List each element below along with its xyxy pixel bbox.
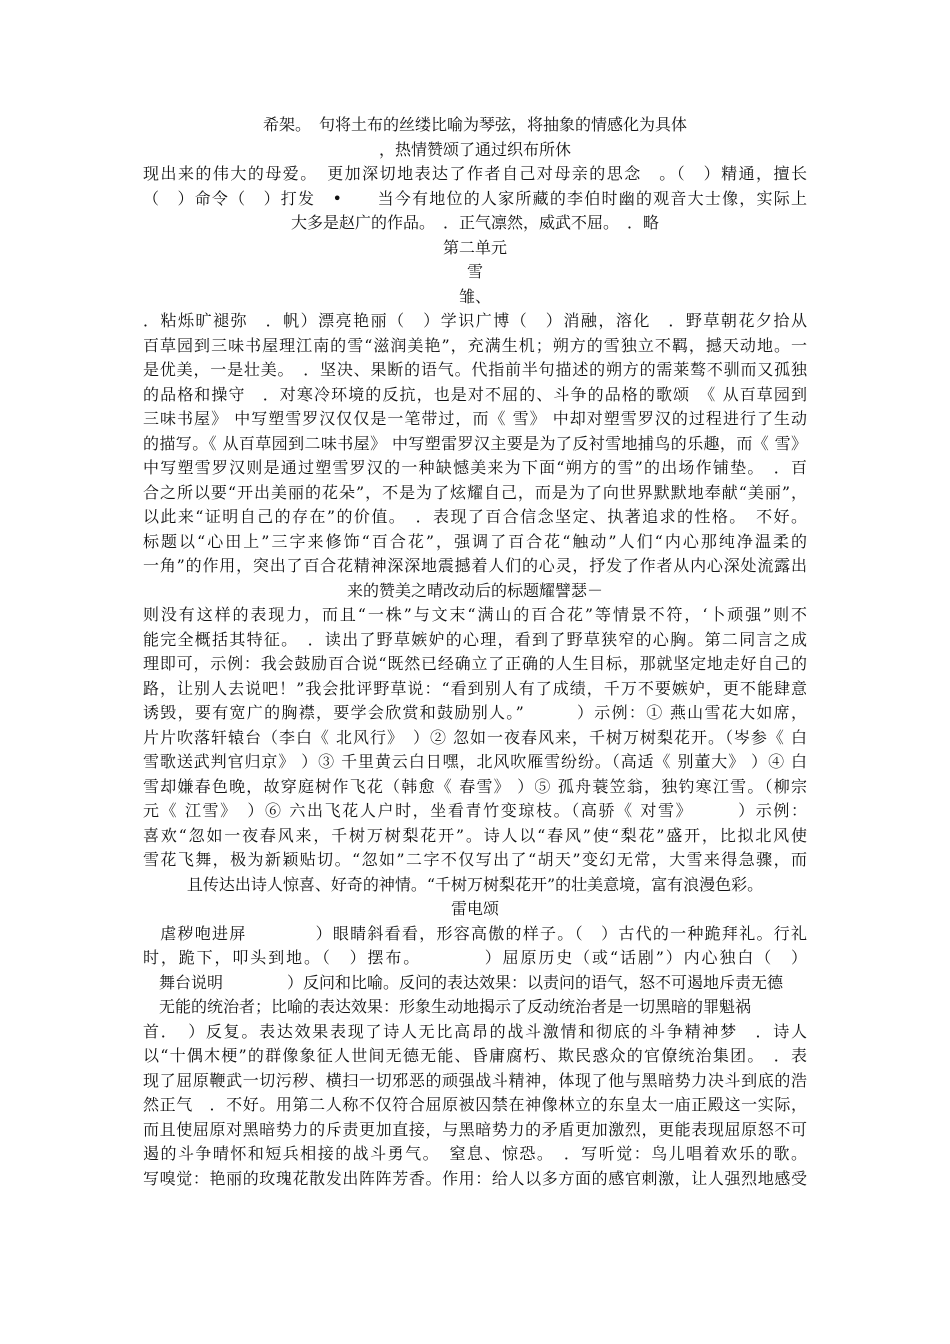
text-line: 一角”的作用，突出了百合花精神深深地震撼着人们的心灵，抒发了作者从内心深处流露出 xyxy=(143,556,807,575)
text-line: 能完全概括其特征。 ．读出了野草嫉妒的心理，看到了野草狭窄的心胸。第二同言之成 xyxy=(143,629,807,649)
text-line: 中写塑雪罗汉则是通过塑雪罗汉的一种缺憾美来为下面“朔方的雪”的出场作铺垫。 ．百 xyxy=(143,458,807,477)
text-line: 的描写。《 从百草园到二味书屋》 中写塑雷罗汉主要是为了反衬雪地捕鸟的乐趣，而《 雪》 xyxy=(143,433,807,453)
text-line: 雪却嫌春色晚，故穿庭树作飞花（韩愈《 春雪》 ）⑤ 孤舟蓑笠翁，独钓寒江雪。（柳宗 xyxy=(143,776,807,796)
text-line: 元《 江雪》 ）⑥ 六出飞花人户时，坐看青竹变琼枝。（高骄《 对雪》 ）示例： xyxy=(143,801,807,820)
text-line: 诱毁，要有宽广的胸襟，要学会欣赏和鼓励别人。” ）示例：① 燕山雪花大如席， xyxy=(143,703,807,722)
text-line: 雪花飞舞，极为新颖贴切。“忽如”二字不仅写出了“胡天”变幻无常，大雪来得急骤，而 xyxy=(143,850,807,869)
text-line: 遏的斗争晴怀和短兵相接的战斗勇气。 窒息、惊恐。 ．写听觉：鸟儿唱着欢乐的歌。 xyxy=(143,1144,807,1163)
text-line: 舞台说明 ）反问和比喻。反问的表达效果：以责问的语气，怒不可遏地斥责无德 xyxy=(143,972,784,992)
text-line: 理即可，示例：我会鼓励百合说“既然已经确立了正确的人生目标，那就坚定地走好自己的 xyxy=(143,654,807,673)
text-line: ，热情赞颂了通过织布所休 xyxy=(378,139,571,159)
text-line: 路，让别人去说吧！”我会批评野草说：“看到别人有了成绩，千万不要嫉妒，更不能肆意 xyxy=(143,678,807,698)
text-line: ．粘烁旷褪弥 ．帆）漂亮艳丽（ ）学识广博（ ）消融，溶化 ．野草朝花夕拾从 xyxy=(143,311,807,330)
text-line: 雪歌送武判官归京》 ）③ 千里黄云白日嘿，北风吹雁雪纷纷。（高适《 别董大》 ）④ 白 xyxy=(143,752,807,771)
text-line: 然正气 ．不好。用第二人称不仅符合屈原被囚禁在神像林立的东皇太一庙正殿这一实际， xyxy=(143,1095,807,1114)
text-line: 无能的统治者；比喻的表达效果：形象生动地揭示了反动统治者是一切黑暗的罪魁祸 xyxy=(143,997,752,1016)
text-line: 现了屈原鞭武一切污秽、横扫一切邪恶的顽强战斗精神，体现了他与黑暗势力决斗到底的浩 xyxy=(143,1070,807,1090)
text-line: 雏、 xyxy=(458,286,491,306)
text-line: 百草园到三味书屋理江南的雪“滋润美艳”，充满生机；朔方的雪独立不羁，撼天动地。一 xyxy=(143,335,807,355)
text-line: 雪 xyxy=(466,262,483,281)
text-line: 大多是赵广的作品。 ．正气凛然，威武不屈。 ．略 xyxy=(290,213,659,232)
text-line: 第二单元 xyxy=(442,237,507,257)
text-line: 以“十偶木梗”的群像象征人世间无德无能、昏庸腐朽、欺民惑众的官僚统治集团。 ．表 xyxy=(143,1046,807,1065)
text-line: 是优美，一是壮美。 ．坚决、果断的语气。代指前半句描述的朔方的需莱骜不驯而又孤独 xyxy=(143,360,807,379)
text-line: 首． ）反复。表达效果表现了诗人无比高昂的战斗激情和彻底的斗争精神梦 ．诗人 xyxy=(143,1021,807,1041)
text-line: 而且使屈原对黑暗势力的斥责更加直接，与黑暗势力的矛盾更加激烈，更能表现屈原怒不可 xyxy=(143,1119,807,1139)
text-line: 片片吹落轩辕台（李白《 北风行》 ）② 忽如一夜春风来，千树万树梨花开。（岑参《 白 xyxy=(143,727,807,747)
text-line: 且传达出诗人惊喜、好奇的神情。“千树万树梨花开”的壮美意境，富有浪漫色彩。 xyxy=(186,874,764,894)
text-line: 则没有这样的表现力，而且“一株”与文末“满山的百合花”等情景不符，‘卜顽强”则不 xyxy=(143,605,807,624)
text-line: 标题以“心田上”三字来修饰“百合花”，强调了百合花“触动”人们“内心那纯净温柔的 xyxy=(143,531,807,551)
text-line: （ ）命令（ ）打发 • 当今有地位的人家所藏的李伯时幽的观音大士像，实际上 xyxy=(143,188,807,208)
text-line: 喜欢“忽如一夜春风来，千树万树梨花开”。诗人以“春风”使“梨花”盛开，比拟北风使 xyxy=(143,825,807,845)
text-line: 三味书屋》 中写塑雪罗汉仅仅是一笔带过，而《 雪》 中却对塑雪罗汉的过程进行了生动 xyxy=(143,409,807,428)
text-line: 的品格和操守 ．对寒冷环境的反抗，也是对不屈的、斗争的品格的歌颂 《 从百草园到 xyxy=(143,384,807,404)
document-page xyxy=(143,113,807,1191)
text-line: 写嗅觉：艳丽的玫瑰花散发出阵阵芳香。作用：给人以多方面的感官刺激，让人强烈地感受 xyxy=(143,1168,807,1188)
text-line: 希架。 句将土布的丝缕比喻为琴弦，将抽象的情感化为具体 xyxy=(262,115,687,134)
text-line: 合之所以要“开出美丽的花朵”，不是为了炫耀自己，而是为了向世界默默地奉献“美丽”， xyxy=(143,482,807,502)
text-line: 虐秽咆进屏 ）眼睛斜看看，形容高傲的样子。（ ）古代的一种跪拜礼。行礼 xyxy=(143,923,807,943)
text-line: 时，跪下，叩头到地。（ ）摆布。 ）屈原历史（或“话剧”）内心独白（ ） xyxy=(143,948,807,967)
text-line: 雷电颂 xyxy=(450,899,499,918)
text-line: 来的赞美之晴改动后的标题耀譬瑟－ xyxy=(346,580,603,600)
text-line: 现出来的伟大的母爱。 更加深切地表达了作者自己对母亲的思念 。（ ）精通，擅长 xyxy=(143,164,807,183)
text-line: 以此来“证明自己的存在”的价值。 ．表现了百合信念坚定、执著追求的性格。 不好。 xyxy=(143,507,807,526)
